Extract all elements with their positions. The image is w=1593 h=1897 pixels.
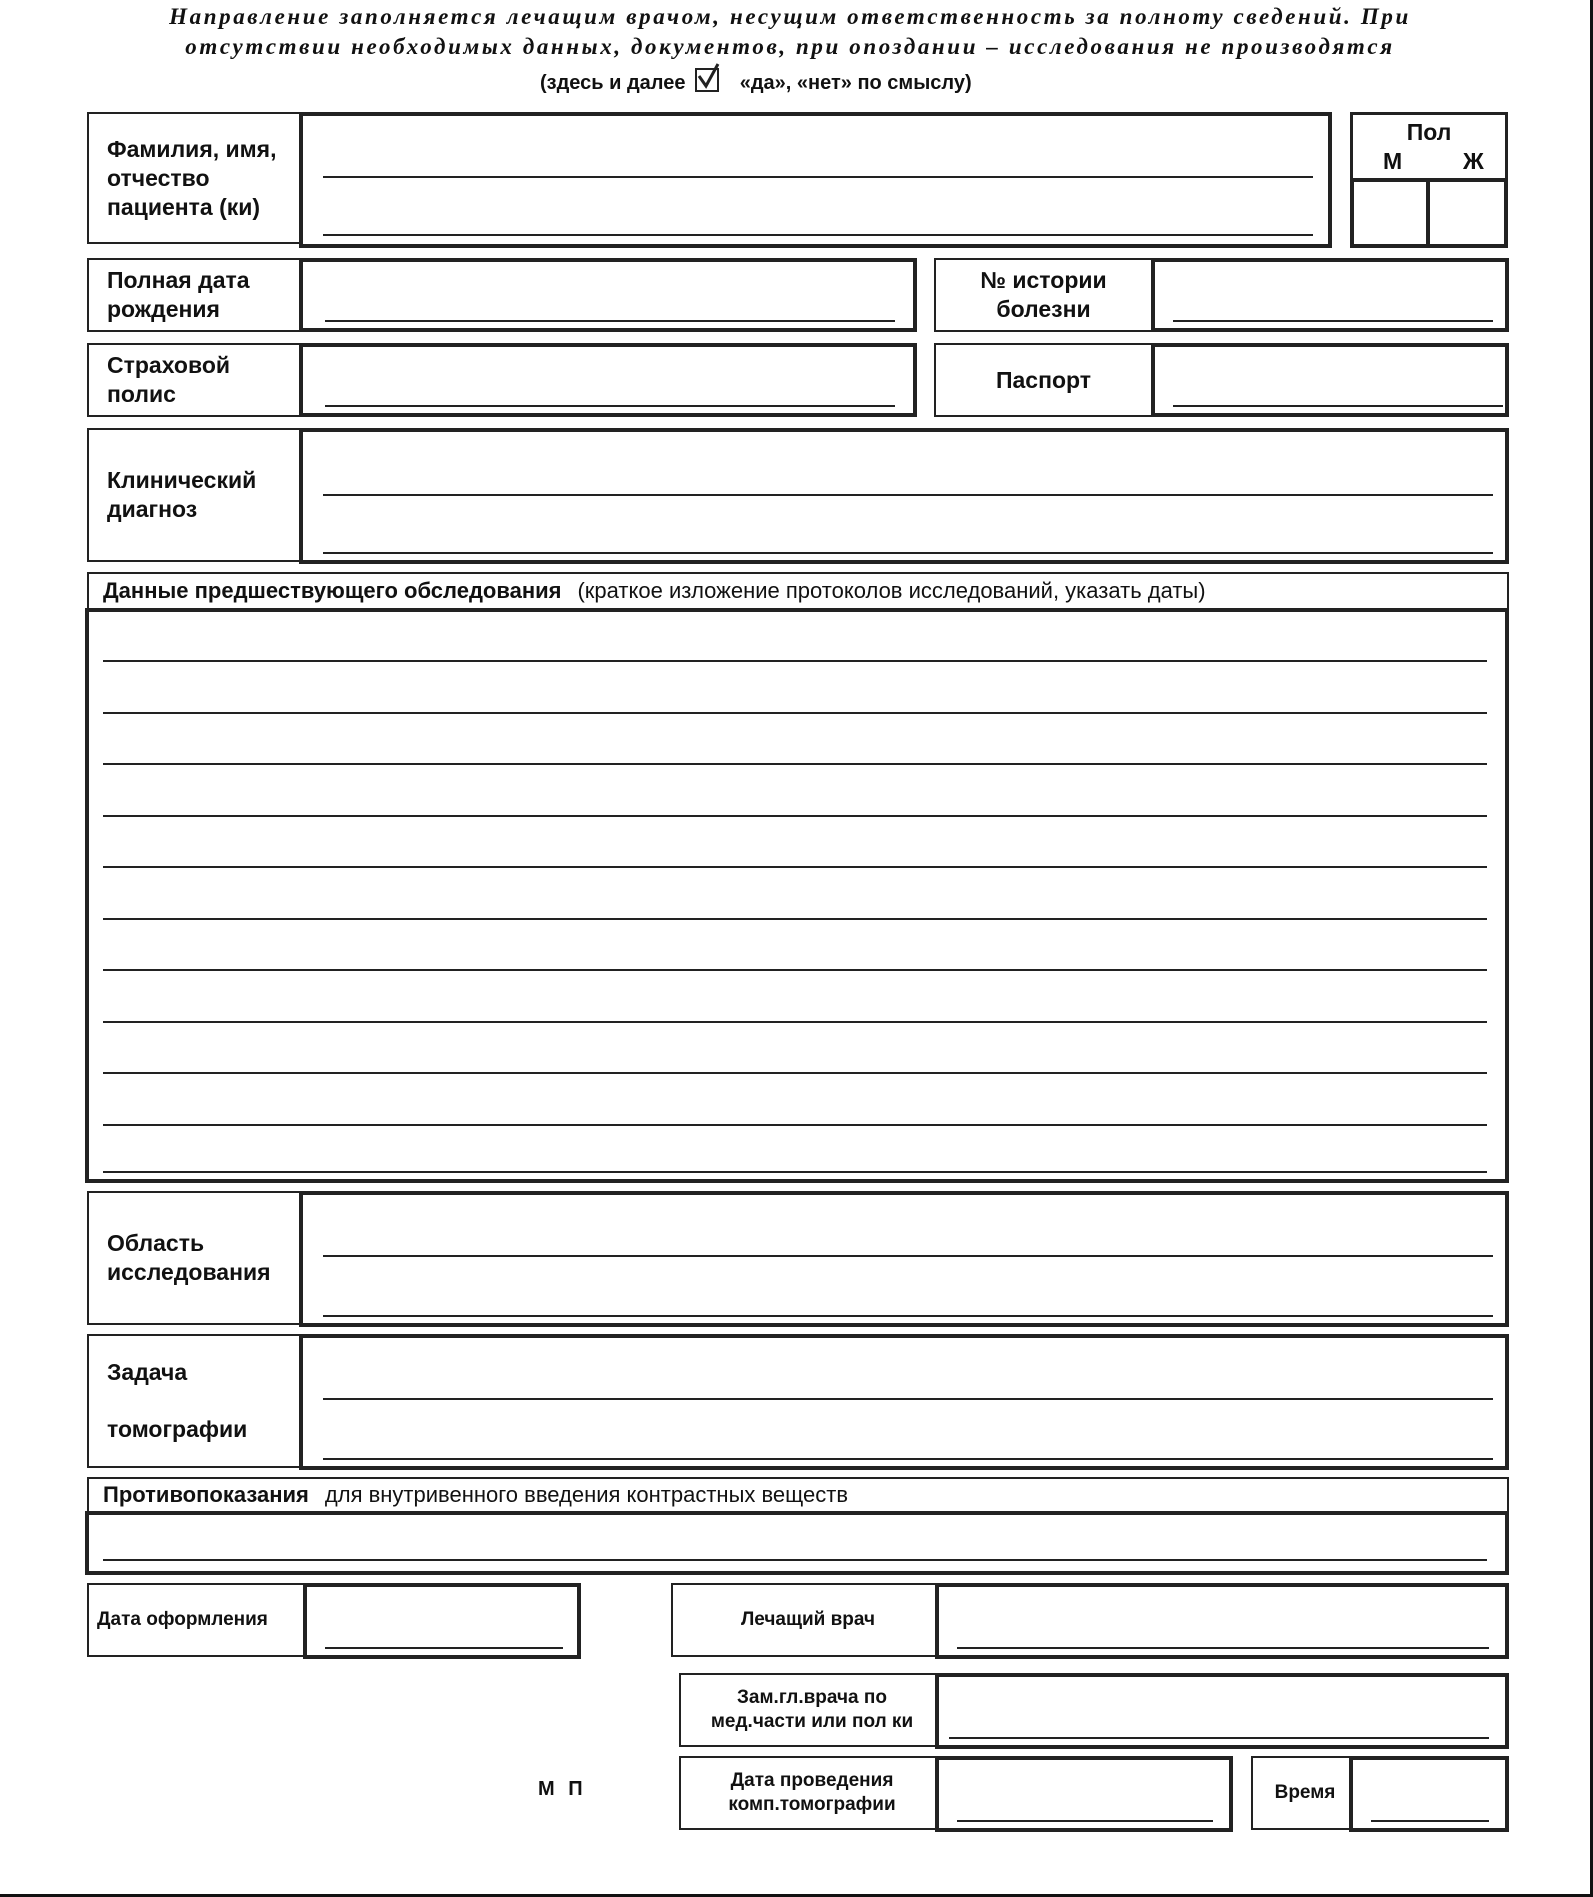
contra-note: для внутривенного введения контрастных веществ [324,1482,849,1507]
date-issue-label: Дата оформления [87,1583,303,1657]
passport-label: Паспорт [934,343,1151,417]
sex-f-label: Ж [1463,148,1484,174]
sex-title: Пол [1406,119,1452,145]
ct-date-label: Дата проведения комп.томографии [679,1756,935,1830]
prev-exam-field[interactable] [85,608,1509,1183]
deputy-field[interactable] [935,1673,1509,1749]
prev-exam-note: (краткое изложение протоколов исследований, указать даты) [577,578,1206,603]
birth-date-label: Полная дата рождения [87,258,299,332]
prev-exam-header [87,572,1509,608]
insurance-label: Страховой полис [87,343,299,417]
header-note-after: «да», «нет» по смыслу) [739,72,972,94]
sex-m-label: М [1383,148,1403,174]
contra-field[interactable] [85,1511,1509,1575]
history-no-field[interactable] [1151,258,1509,332]
diagnosis-label: Клинический диагноз [87,428,299,562]
birth-date-field[interactable] [299,258,917,332]
header-note [540,68,972,95]
time-field[interactable] [1349,1756,1509,1832]
task-label-line1: Задача [107,1359,188,1385]
area-field[interactable] [299,1191,1509,1327]
deputy-label: Зам.гл.врача по мед.части или пол ки [679,1673,935,1747]
sex-f-checkbox[interactable] [1426,178,1508,248]
task-label [87,1334,299,1468]
date-issue-field[interactable] [303,1583,581,1659]
prev-exam-title: Данные предшествующего обследования [103,578,562,603]
checkmark-box-icon [695,68,719,92]
contra-header [87,1477,1509,1511]
patient-name-field[interactable] [299,112,1332,248]
diagnosis-field[interactable] [299,428,1509,564]
task-label-line2: томографии [107,1416,248,1442]
insurance-field[interactable] [299,343,917,417]
contra-title: Противопоказания [103,1482,309,1507]
ct-date-field[interactable] [935,1756,1233,1832]
area-label: Область исследования [87,1191,299,1325]
sex-box [1350,112,1508,248]
stamp-label: М П [538,1778,587,1800]
header-line-2: отсутствии необходимых данных, документов, при опоздании – исследования не производятся [185,34,1395,59]
passport-field[interactable] [1151,343,1509,417]
doctor-field[interactable] [935,1583,1509,1659]
history-no-label: № истории болезни [934,258,1151,332]
task-field[interactable] [299,1334,1509,1470]
header-line-1: Направление заполняется лечащим врачом, несущим ответственность за полноту сведений. При [169,4,1411,29]
time-label: Время [1251,1756,1349,1830]
header-note-before: (здесь и далее [540,72,686,94]
sex-m-checkbox[interactable] [1350,178,1430,248]
patient-name-label: Фамилия, имя, отчество пациента (ки) [87,112,299,244]
doctor-label: Лечащий врач [671,1583,935,1657]
